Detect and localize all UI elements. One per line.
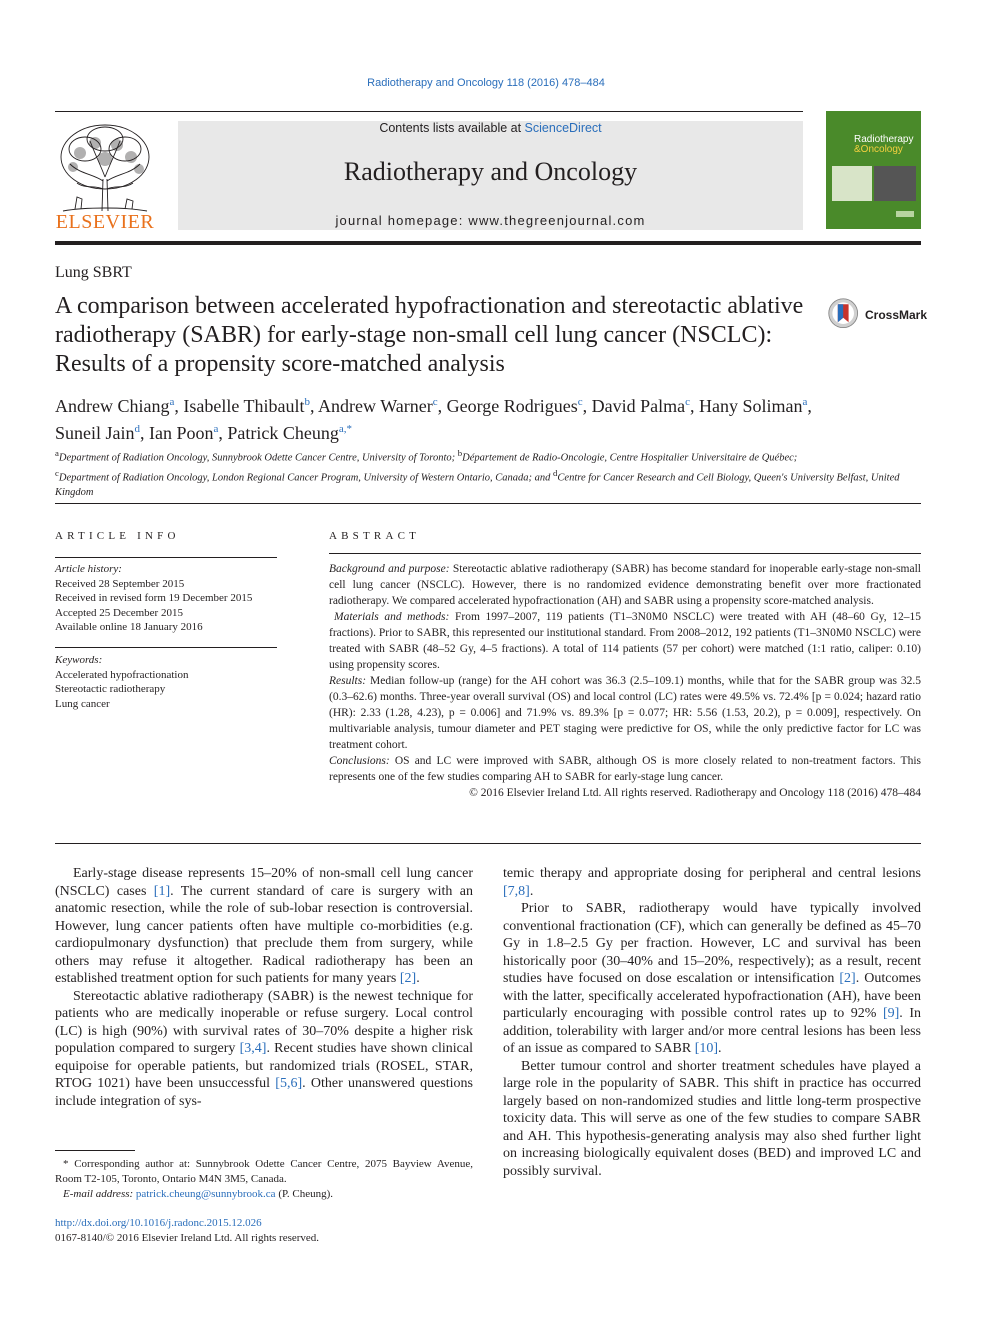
abstract-rule — [329, 553, 921, 554]
citation-link[interactable]: [10] — [694, 1041, 719, 1056]
header-rule — [55, 111, 803, 112]
corresponding-author: * Corresponding author at: Sunnybrook Odette Cancer Centre, 2075 Bayview Avenue, Room T2-105, Toronto, Ontario M4N 3M5, Canada. — [55, 1158, 473, 1185]
history-item: Accepted 25 December 2015 — [55, 606, 183, 619]
keywords-rule — [55, 647, 277, 648]
history-item: Received 28 September 2015 — [55, 577, 185, 590]
abstract-conclusions: Conclusions: OS and LC were improved with SABR, although OS is more closely related to non-treatment factors. This represents one of the few studies comparing AH to SABR for early-stage lung cancer. — [329, 755, 921, 783]
citation-link[interactable]: [1] — [153, 883, 171, 899]
history-item: Available online 18 January 2016 — [55, 621, 203, 633]
affiliation: Department of Radiation Oncology, London Regional Cancer Program, University of Western Ontario, Canada; and — [58, 472, 554, 483]
contents-available-line — [178, 121, 803, 135]
cover-image — [874, 166, 916, 201]
body-column-left — [55, 865, 473, 1110]
paragraph: Stereotactic ablative radiotherapy (SABR) is the newest technique for patients who are medically inoperable or refuse surgery. Local control (LC) is high (90%) with survival rates of 30–70% despite a higher risk population compared to surgery [3,4]. Recent studies have shown clinical equipoise for operable patients, but randomized trials (ROSEL, STAR, RTOG 1021) have been unsuccessful [5,6]. Other unanswered questions include integration of sys- — [55, 988, 474, 1109]
author[interactable]: Ian Poon$^a$ — [149, 423, 219, 443]
author[interactable]: Patrick Cheung$^{a,*}$ — [227, 423, 353, 443]
article-title: A comparison between accelerated hypofractionation and stereotactic ablative radiotherapy (SABR) for early-stage non-small cell lung cancer (NSCLC): Results of a propensity score-matched analysis — [55, 293, 804, 377]
crossmark-icon[interactable] — [827, 297, 863, 333]
author[interactable]: Andrew Chiang$^a$ — [55, 396, 175, 416]
author[interactable]: Andrew Warner$^c$ — [318, 396, 438, 416]
paragraph: Better tumour control and shorter treatment schedules have played a large role in the popularity of SABR. This shift in practice has occurred largely based on non-randomized studies and little long-term prospective toxicity data. This will serve as one of the few studies to compare SABR and AH. This hypothesis-generating analysis may also shed further light on increasing biologically equivalent doses (BED) and improved LC and possibly survival. — [503, 1058, 921, 1179]
elsevier-wordmark[interactable]: ELSEVIER — [55, 211, 155, 233]
author[interactable]: Hany Soliman$^a$ — [699, 396, 808, 416]
history-label: Article history: — [55, 563, 122, 575]
paragraph: Early-stage disease represents 15–20% of non-small cell lung cancer (NSCLC) cases [1]. The current standard of care is surgery with an anatomic resection, while the role of sub-lobar resection is controversial. However, lung cancer patients often have multiple co-morbidities (e.g. cardiopulmonary dysfunction) that preclude them from surgery, while others may refuse it altogether. Radical radiotherapy has been an established treatment option for such patients for many years [2]. — [55, 866, 473, 986]
section-rule — [55, 503, 921, 504]
issn-copyright: 0167-8140/© 2016 Elsevier Ireland Ltd. All rights reserved. — [55, 1232, 320, 1244]
footnote: * Corresponding author at: Sunnybrook Odette Cancer Centre, 2075 Bayview Avenue, Room T2-105, Toronto, Ontario M4N 3M5, Canada. E-mail address: patrick.cheung@sunnybrook.ca (P. Cheung). — [55, 1158, 473, 1200]
footnote-rule — [55, 1150, 135, 1151]
body-column-right — [503, 865, 921, 1180]
abstract-results: Results: Median follow-up (range) for the AH cohort was 36.3 (2.5–109.1) months, while that for the SABR group was 32.5 (0.3–62.6) months. Three-year overall survival (OS) and local control (LC) rates were 49.5% vs. 72.4% [p = 0.024; hazard ratio (HR): 2.33 (1.28, 4.23), p = 0.006] and 71.9% vs. 89.3% [p = 0.077; HR: 5.56 (1.53, 20.2), p = 0.009], respectively. On multivariable analysis, tumour diameter and PET staging were predictive for OS, while the only predictive factor for LC was treatment cohort. — [329, 675, 921, 751]
article-section: Lung SBRT — [55, 264, 132, 281]
journal-cover-thumbnail[interactable] — [826, 111, 921, 229]
journal-name: Radiotherapy and Oncology — [343, 157, 638, 186]
journal-masthead — [178, 121, 803, 230]
citation-link[interactable]: [7,8] — [503, 883, 530, 899]
citation-link[interactable]: [2] — [399, 971, 417, 986]
abstract-methods: Materials and methods: From 1997–2007, 119 patients (T1–3N0M0 NSCLC) were treated with AH (48–60 Gy, 12–15 fractions). Prior to SABR, this represented our institutional standard. From 2008–2012, 192 patients (T1–3N0M0 NSCLC) were treated with SABR (48–52 Gy, 4–5 fractions). A total of 114 patients (57 per cohort) were matched (1:1 ratio, caliper: 0.10) using propensity scores. — [329, 611, 921, 671]
keyword: Stereotactic radiotherapy — [55, 683, 166, 695]
author[interactable]: Isabelle Thibault$^b$ — [183, 396, 311, 416]
cover-title-line-1: Radiotherapy — [854, 134, 914, 145]
citation-link[interactable]: [2] — [839, 971, 856, 986]
body-rule — [55, 843, 921, 844]
paragraph: Prior to SABR, radiotherapy would have typically involved conventional fractionation (CF), which can generally be defined as 45–70 Gy in 1.8–2.5 Gy per fraction. However, LC and survival has been historically poor (30–40% and 15–20%, respectively); as a result, recent studies have focused on dose escalation or intensification [2]. Outcomes with the latter, specifically accelerated hypofractionation (AH), have been particularly encouraging with possible control rates up to 92% [9]. In addition, tolerability with larger and/or more central lesions has been less of an issue as compared to SABR [10]. — [503, 901, 922, 1056]
header-thick-rule — [55, 241, 921, 245]
affiliations: $^a$Department of Radiation Oncology, Sunnybrook Odette Cancer Centre, University of Toronto; $^b$Département de Radio-Oncologie, Centre Hospitalier Universitaire de Québec; $^c$Department of Radiation Oncology, London Regional Cancer Program, University of Western Ontario, Canada; and $^d$Centre for Cancer Research and Cell Biology, Queen's University Belfast, United Kingdom — [55, 448, 900, 498]
affiliation: Département de Radio-Oncologie, Centre Hospitalier Universitaire de Québec; — [462, 452, 798, 464]
email-link[interactable]: patrick.cheung@sunnybrook.ca — [135, 1188, 276, 1200]
author[interactable]: Suneil Jain$^d$ — [55, 423, 140, 443]
keyword: Lung cancer — [55, 697, 110, 710]
article-history — [55, 562, 275, 635]
abstract-body — [329, 561, 921, 801]
abstract-copyright: © 2016 Elsevier Ireland Ltd. All rights reserved. Radiotherapy and Oncology 118 (2016) 478–484 — [469, 787, 921, 799]
author[interactable]: David Palma$^c$ — [591, 396, 691, 416]
article-info-heading: ARTICLE INFO — [55, 530, 180, 542]
article-info-rule — [55, 557, 277, 558]
author[interactable]: George Rodrigues$^c$ — [446, 396, 583, 416]
keywords-label: Keywords: — [55, 654, 103, 666]
journal-homepage[interactable]: journal homepage: www.thegreenjournal.com — [335, 213, 646, 228]
keywords — [55, 653, 275, 711]
crossmark-label[interactable]: CrossMark — [865, 308, 928, 322]
contents-prefix: Contents lists available at — [379, 121, 525, 135]
cover-title-line-2: &Oncology — [854, 144, 903, 155]
cover-logo — [896, 211, 914, 217]
abstract-background: Background and purpose: Stereotactic ablative radiotherapy (SABR) has become standard for inoperable early-stage non-small cell lung cancer (NSCLC). However, there is no randomized evidence demonstrating benefit over more fractionated radiotherapy. We compared accelerated hypofractionation (AH) and SABR using a propensity score-matched analysis. — [329, 563, 921, 607]
cover-title — [854, 135, 913, 155]
paragraph: temic therapy and appropriate dosing for peripheral and central lesions [7,8]. — [503, 866, 921, 899]
citation-link[interactable]: [3,4] — [239, 1041, 267, 1056]
citation-link[interactable]: [9] — [882, 1006, 900, 1021]
journal-citation[interactable]: Radiotherapy and Oncology 118 (2016) 478–484 — [367, 77, 605, 89]
author-list: Andrew Chiang$^a$, Isabelle Thibault$^b$, Andrew Warner$^c$, George Rodrigues$^c$, David Palma$^c$, Hany Soliman$^a$, Suneil Jain$^d$, Ian Poon$^a$, Patrick Cheung$^{a,*}$ — [55, 396, 812, 443]
abstract-heading: ABSTRACT — [329, 530, 421, 542]
citation-link[interactable]: [5,6] — [275, 1076, 303, 1091]
doi-link[interactable]: http://dx.doi.org/10.1016/j.radonc.2015.12.026 — [55, 1217, 262, 1229]
cover-text-block — [832, 166, 872, 201]
sciencedirect-link[interactable]: ScienceDirect — [524, 121, 602, 135]
history-item: Received in revised form 19 December 2015 — [55, 592, 253, 604]
keyword: Accelerated hypofractionation — [55, 668, 189, 681]
affiliation: Department of Radiation Oncology, Sunnybrook Odette Cancer Centre, University of Toronto; — [58, 452, 458, 464]
affiliation: Centre for Cancer Research and Cell Biology, Queen's University Belfast, United Kingdom — [55, 472, 900, 498]
